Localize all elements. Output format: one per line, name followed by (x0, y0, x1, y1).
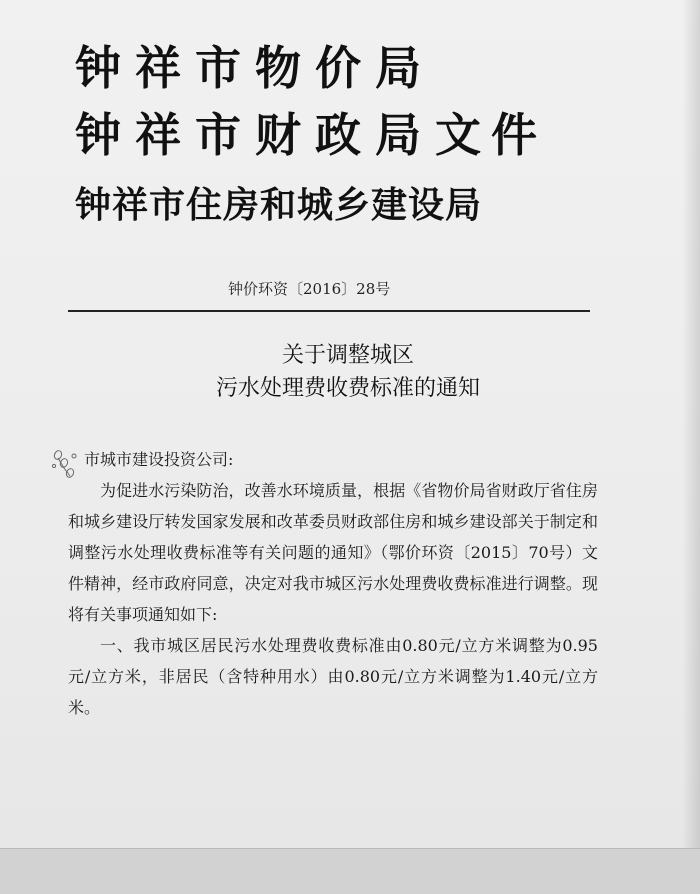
header-divider (68, 310, 590, 312)
document-body (68, 444, 598, 723)
issuer-finance-bureau: 钟祥市财政局 (75, 108, 435, 162)
title-line-2: 污水处理费收费标准的通知 (215, 376, 480, 401)
document-word: 文件 (435, 108, 547, 162)
document-number: 钟价环资〔2016〕28号 (228, 280, 391, 298)
issuer-housing-bureau: 钟祥市住房和城乡建设局 (75, 185, 483, 226)
issuer-price-bureau: 钟祥市物价局 (75, 41, 435, 95)
page-edge-shadow (682, 0, 700, 894)
scan-bottom-strip (0, 848, 700, 894)
paragraph-1: 为促进水污染防治，改善水环境质量，根据《省物价局省财政厅省住房和城乡建设厅转发国家发展和改革委员财政部住房和城乡建设部关于制定和调整污水处理收费标准等有关问题的通知》（鄂价环资〔2015〕70号）文件精神，经市政府同意，决定对我市城区污水处理费收费标准进行调整。现将有关事项通知如下: (68, 481, 598, 624)
title-line-1: 关于调整城区 (281, 343, 414, 368)
salutation: 市城市建设投资公司: (84, 450, 234, 469)
paragraph-2: 一、我市城区居民污水处理费收费标准由0.80元/立方米调整为0.95元/立方米，非居民（含特种用水）由0.80元/立方米调整为1.40元/立方米。 (68, 636, 598, 717)
